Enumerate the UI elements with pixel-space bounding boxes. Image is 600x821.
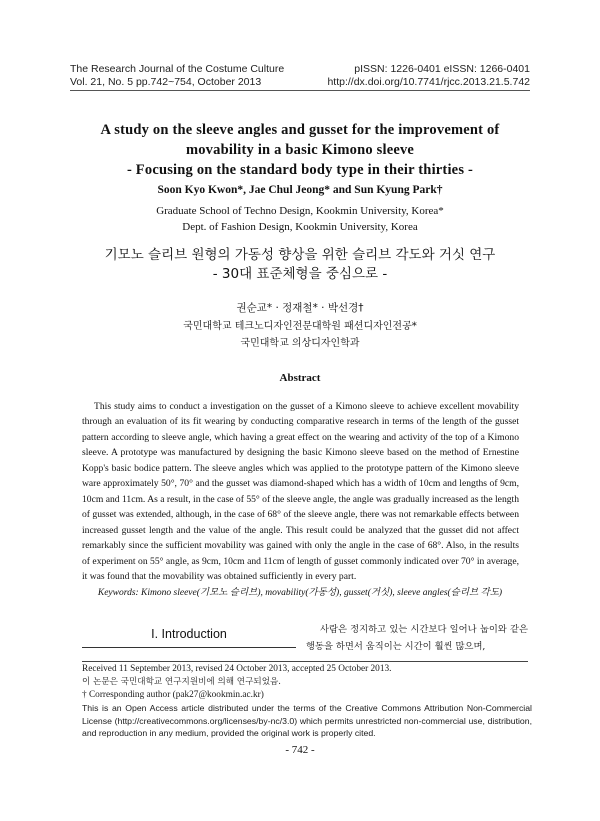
korean-affiliation-2: 국민대학교 의상디자인학과 [240, 338, 360, 349]
doi-link[interactable]: http://dx.doi.org/10.7741/rjcc.2013.21.5.742 [327, 76, 530, 88]
abstract-text: This study aims to conduct a investigation on the gusset of a Kimono sleeve to achieve excellent movability through an evaluation of its fit wearing by conducting comparative research in terms of the length of the gusset pattern according to sleeve angle, which having a great effect on the wearing and activity of the top of a Kimono sleeve. A prototype was manufactured by designing the basic Kimono sleeve based on the method of Ernestine Kopp's basic bodice pattern. The sleeve angles which was applied to the prototype pattern of the Kimono sleeve ware approximately 50°, 70° and the gusset was diamond-shaped which has a width of 10cm and lengths of 9cm, 10cm and 11cm. As a result, in the case of 55° of the sleeve angle, the angle was gradually increased as the length of gusset was extended, although, in the case of 68° of the sleeve angle, there was not remarkable effects between increased gusset length and the value of the angle. This result could be analyzed that the gusset did not affect remarkably since the sufficient movability was gained with only the angle in the case of 68°. Also, in the results of experiment on 55° angle, as 9cm, 10cm and 11cm of length of gusset commonly indicated over 70° in average, it was found that the movability was obtained sufficiently in every part. [82, 401, 519, 582]
korean-affiliation-list [60, 318, 540, 352]
keywords: Keywords: Kimono sleeve(기모노 슬리브), movability(가동성), gusset(거싯), sleeve angles(슬리브 각도) [97, 588, 503, 598]
journal-name: The Research Journal of the Costume Culture [70, 63, 285, 75]
issn: pISSN: 1226-0401 eISSN: 1266-0401 [354, 63, 530, 75]
korean-title-main: 기모노 슬리브 원형의 가동성 향상을 위한 슬리브 각도와 거싯 연구 [104, 247, 496, 263]
section-heading-underline [82, 647, 296, 648]
korean-author-list: 권순교* · 정재철* · 박선경† [236, 302, 364, 314]
title-line-1: A study on the sleeve angles and gusset for the improvement of [100, 122, 500, 138]
section-heading-introduction: I. Introduction [151, 627, 227, 641]
paper-title [60, 120, 540, 180]
page-number: - 742 - [285, 744, 315, 756]
korean-subtitle: - 30대 표준체형을 중심으로 - [212, 266, 388, 282]
title-line-2: movability in a basic Kimono sleeve [185, 142, 415, 158]
affiliation-1: Graduate School of Techno Design, Kookmin University, Korea* [156, 205, 444, 217]
abstract-heading: Abstract [279, 372, 321, 384]
funding-note: 이 논문은 국민대학교 연구지원비에 의해 연구되었음. [82, 677, 282, 687]
introduction-body-text: 사람은 정지하고 있는 시간보다 일어나 눕이와 같은 행동을 하면서 움직이는 시간이 훨씬 많으며, [306, 624, 528, 652]
footnote-divider [82, 661, 528, 662]
title-subtitle: - Focusing on the standard body type in their thirties - [126, 162, 474, 178]
author-list: Soon Kyo Kwon*, Jae Chul Jeong* and Sun Kyung Park† [157, 184, 443, 196]
journal-header-left [70, 63, 284, 89]
volume-line: Vol. 21, No. 5 pp.742~754, October 2013 [70, 76, 262, 88]
header-divider [70, 90, 530, 91]
korean-affiliation-1: 국민대학교 테크노디자인전문대학원 패션디자인전공* [183, 321, 417, 332]
received-dates: Received 11 September 2013, revised 24 October 2013, accepted 25 October 2013. [82, 664, 392, 674]
journal-header-right [327, 63, 530, 89]
affiliation-list [60, 203, 540, 235]
footnotes [82, 663, 532, 740]
corresponding-author: † Corresponding author (pak27@kookmin.ac.kr) [82, 690, 264, 700]
affiliation-2: Dept. of Fashion Design, Kookmin University, Korea [182, 221, 418, 233]
korean-title [60, 246, 540, 284]
license-note: This is an Open Access article distributed under the terms of the Creative Commons Attribution Non-Commercial License (http://creativecommons.org/licenses/by-nc/3.0) which permits unrestricted non-commercial use, distribution, and reproduction in any medium, provided the original work is properly cited. [82, 703, 532, 738]
